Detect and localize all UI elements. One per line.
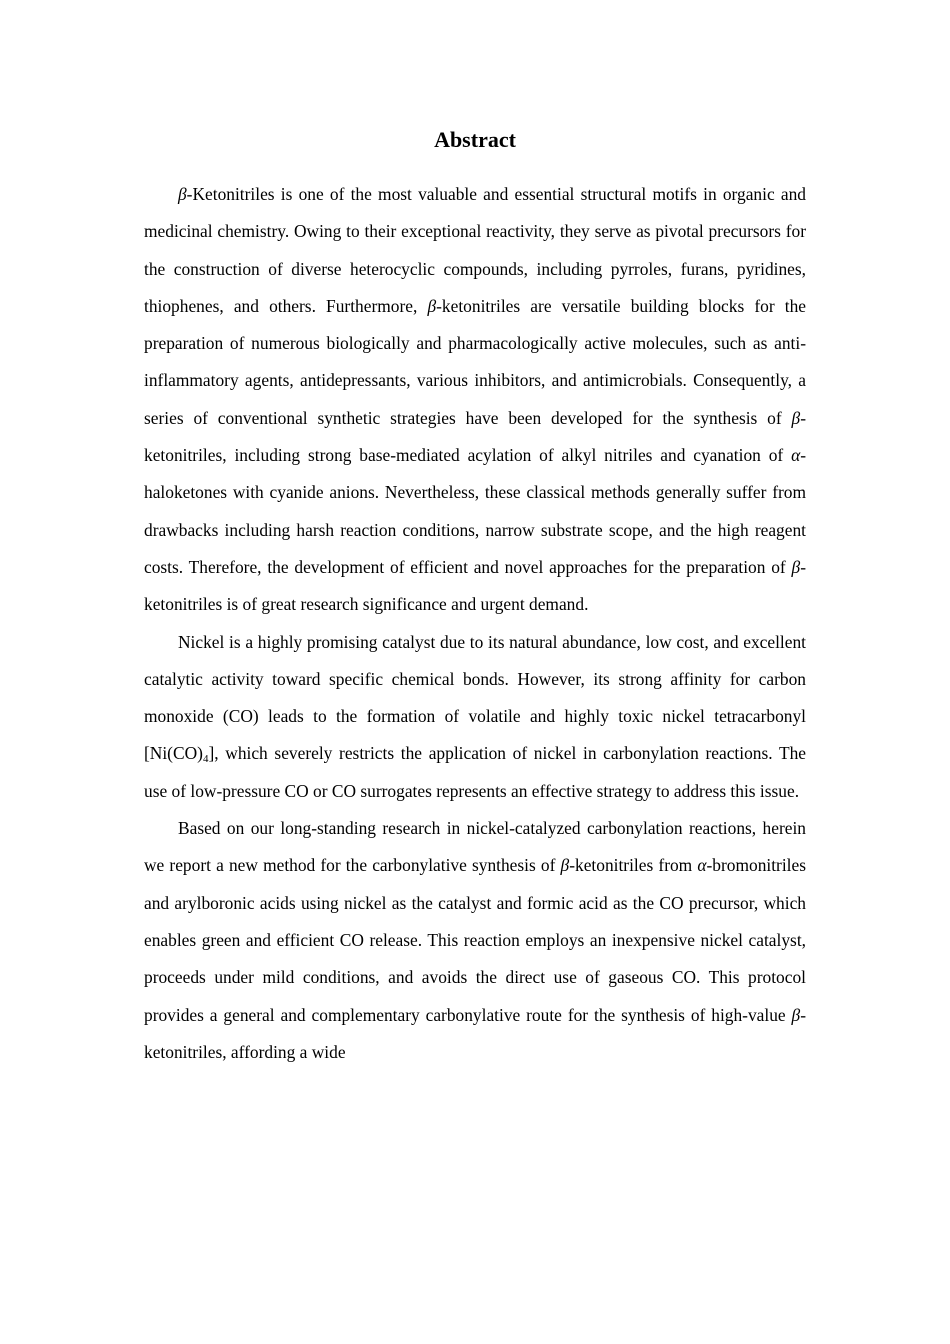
- text-segment: ], which severely restricts the application of nickel in carbonylation reactions. The use of low-pressure CO or CO surrogates represents an effective strategy to address this issue.: [144, 743, 806, 801]
- page-content: [144, 124, 806, 1071]
- text-segment: -haloketones with cyanide anions. Nevertheless, these classical methods generally suffer from drawbacks including harsh reaction conditions, narrow substrate scope, and the high reagent costs. Therefore, the development of efficient and novel approaches for the preparation of: [144, 445, 806, 577]
- abstract-paragraph: [144, 810, 806, 1071]
- text-segment: -ketonitriles are versatile building blocks for the preparation of numerous biologically and pharmacologically active molecules, such as anti-inflammatory agents, antidepressants, various inhibitors, and antimicrobials. Consequently, a series of conventional synthetic strategies have been developed for the synthesis of: [144, 295, 806, 428]
- text-segment: Nickel is a highly promising catalyst due to its natural abundance, low cost, and excellent catalytic activity toward specific chemical bonds. However, its strong affinity for carbon monoxide (CO) leads to the formation of volatile and highly toxic nickel tetracarbonyl [Ni(CO): [144, 631, 806, 764]
- abstract-paragraph: [144, 624, 806, 810]
- italic-symbol: β: [791, 407, 801, 428]
- italic-symbol: α: [697, 855, 707, 876]
- text-segment: -ketonitriles, affording a wide: [144, 1004, 806, 1062]
- abstract-body: [144, 176, 806, 1071]
- text-segment: -ketonitriles, including strong base-mediated acylation of alkyl nitriles and cyanation of: [144, 407, 806, 466]
- text-segment: -bromonitriles and arylboronic acids using nickel as the catalyst and formic acid as the CO precursor, which enables green and efficient CO release. This reaction employs an inexpensive nickel catalyst, proceeds under mild conditions, and avoids the direct use of gaseous CO. This protocol provides a general and complementary carbonylative route for the synthesis of high-value: [144, 855, 806, 1025]
- italic-symbol: β: [791, 556, 801, 577]
- italic-symbol: β: [560, 855, 570, 876]
- italic-symbol: α: [791, 445, 801, 466]
- italic-symbol: β: [791, 1004, 801, 1025]
- text-segment: -ketonitriles is of great research significance and urgent demand.: [144, 556, 806, 615]
- italic-symbol: β: [427, 295, 437, 316]
- text-segment: -ketonitriles from: [569, 855, 698, 876]
- italic-symbol: β: [178, 184, 187, 204]
- text-segment: Based on our long-standing research in nickel-catalyzed carbonylation reactions, herein we report a new method for the carbonylative synthesis of: [144, 818, 806, 876]
- text-segment: -Ketonitriles is one of the most valuable and essential structural motifs in organic and medicinal chemistry. Owing to their exceptional reactivity, they serve as pivotal precursors for the construction of diverse heterocyclic compounds, including pyrroles, furans, pyridines, thiophenes, and others. Furthermore,: [144, 184, 806, 316]
- abstract-paragraph: [144, 176, 806, 624]
- subscript: 4: [202, 753, 209, 766]
- page-title: Abstract: [434, 127, 516, 152]
